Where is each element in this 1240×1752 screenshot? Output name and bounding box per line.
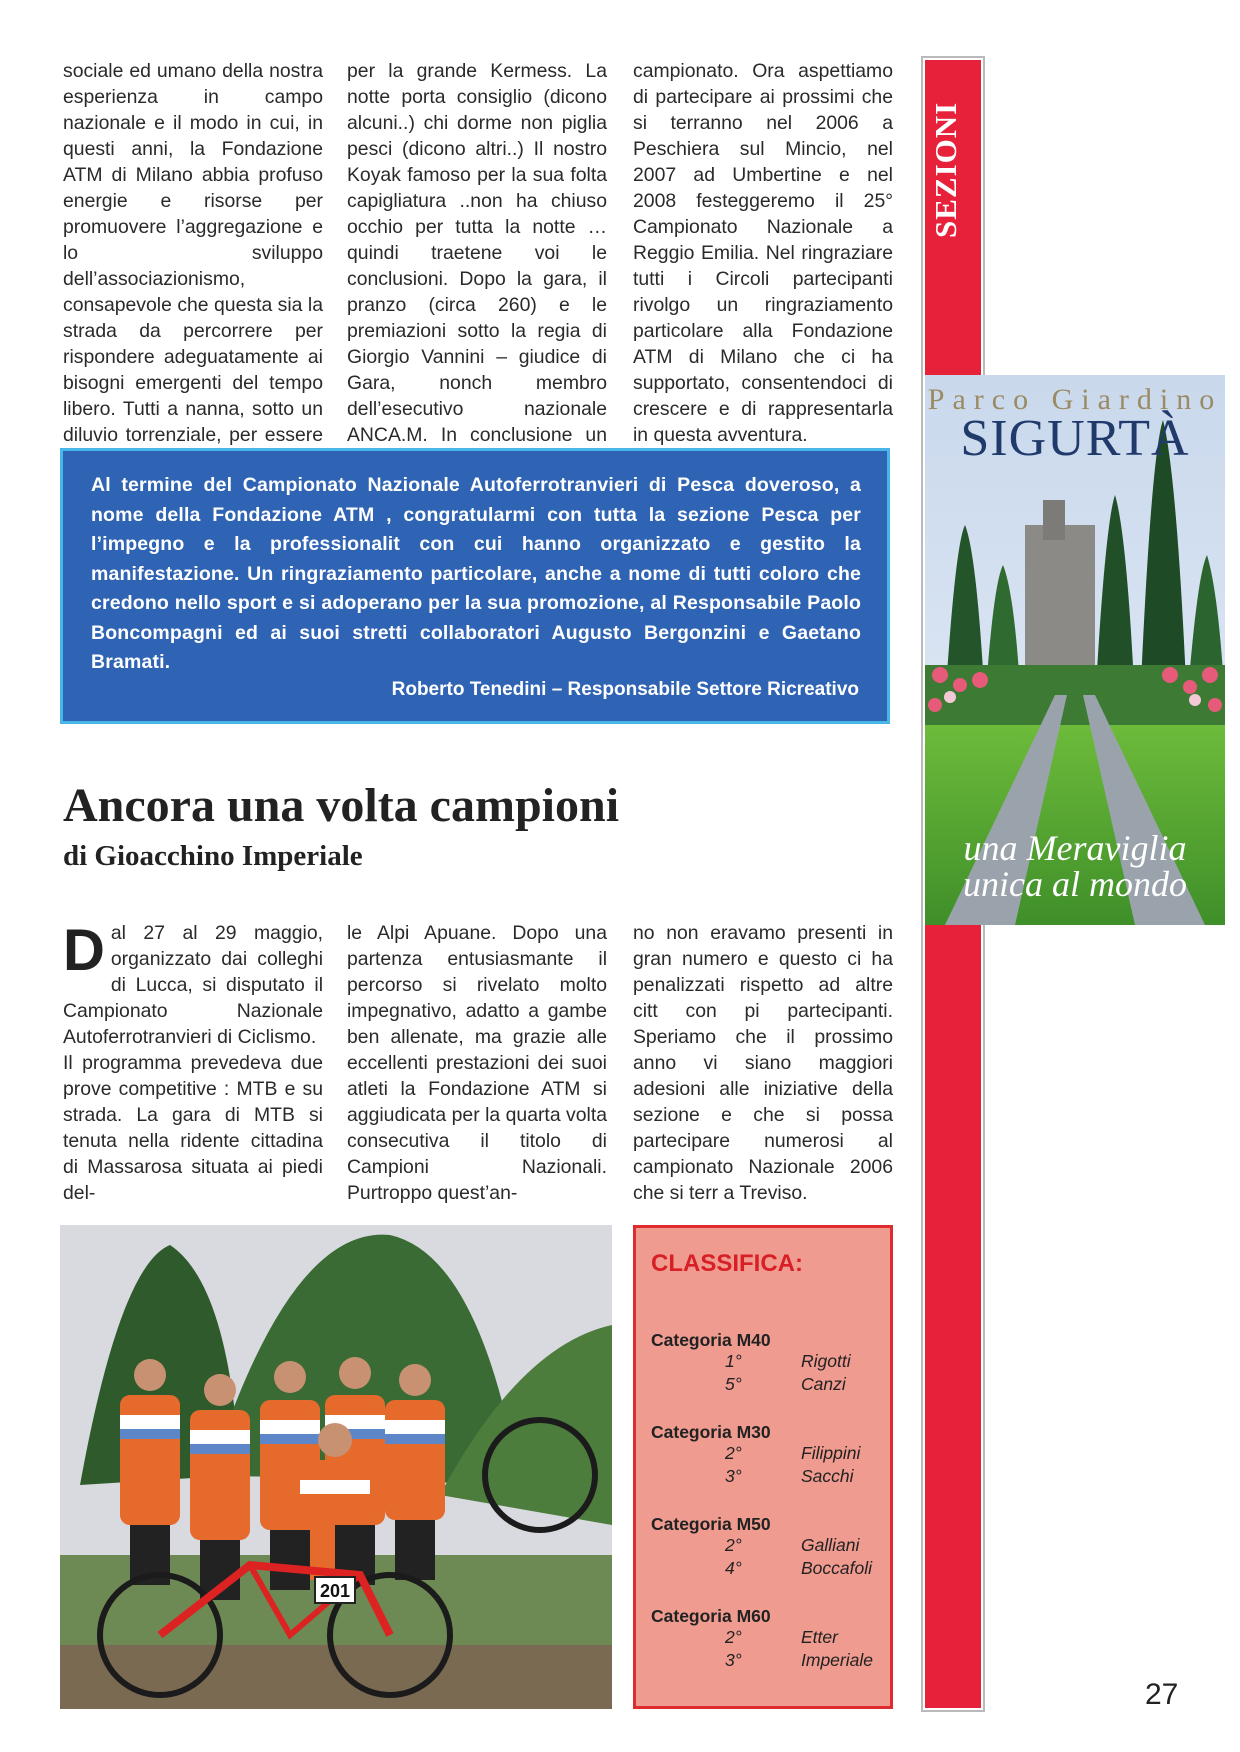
article-column-1-first-paragraph [63,920,323,1050]
ranking-position: 4° [725,1558,742,1578]
category-block [651,1514,881,1581]
classifica-title: CLASSIFICA: [651,1250,803,1277]
category-name: Categoria M50 [651,1514,771,1534]
sigurta-advert-tagline: una Meraviglia unica al mondo [963,828,1187,904]
section-label: SEZIONI [928,101,963,238]
top-column-1-text: sociale ed umano della nostra esperienza in campo nazionale e il modo in cui, in questi anni, la Fondazione ATM di Milano abbia profuso energie e risorse per promuovere l’aggregazione e lo sviluppo dell’associazionismo, consapevole che questa sia la strada da percorrere per rispondere adeguatamente ai bisogni emergenti del tempo libero. Tutti a nanna, sotto un diluvio torrenziale, per essere [63,60,323,446]
drop-cap: D [63,918,105,983]
ranking-row [651,1535,881,1558]
classifica-box [633,1225,893,1709]
ranking-position: 3° [725,1650,742,1670]
ranking-athlete: Filippini [801,1443,861,1463]
ranking-athlete: Sacchi [801,1466,854,1486]
ranking-row [651,1650,881,1673]
ranking-row [651,1374,881,1397]
ranking-row [651,1627,881,1650]
category-name: Categoria M60 [651,1606,771,1626]
ranking-athlete: Boccafoli [801,1558,873,1578]
ranking-athlete: Rigotti [801,1351,851,1371]
category-block [651,1330,881,1397]
top-column-2-text: per la grande Kermess. La notte porta consiglio (dicono alcuni..) chi dorme non piglia pesci (dicono altri..) Il nostro Koyak famoso per la sua folta capigliatura ..non ha chiuso occhio per tutta la notte … quindi traetene voi le conclusioni. Dopo la gara, il pranzo (circa 260) e le premiazioni sotto la regia di Giorgio Vannini – giudice di Gara, nonch membro dell’esecutivo nazionale ANCA.M. In conclusione un [347,60,607,446]
ranking-row [651,1466,881,1489]
top-column-1 [63,58,323,474]
ranking-row [651,1558,881,1581]
article-column-3 [633,920,893,1206]
cyclists-team-photo [60,1225,612,1709]
ranking-row [651,1443,881,1466]
category-block [651,1606,881,1673]
ranking-position: 2° [725,1627,742,1647]
ranking-athlete: Imperiale [801,1650,873,1670]
page-number: 27 [1145,1678,1179,1711]
sigurta-advert [925,375,1225,925]
article-byline: di Gioacchino Imperiale [63,840,363,872]
sigurta-advert-title: SIGURTÀ [960,410,1190,467]
category-name: Categoria M30 [651,1422,771,1442]
ranking-athlete: Canzi [801,1374,846,1394]
ranking-position: 5° [725,1374,742,1394]
sigurta-advert-subtitle: Parco Giardino [927,383,1223,416]
top-column-3-text: campionato. Ora aspettiamo di partecipare ai prossimi che si terranno nel 2006 a Peschiera sul Mincio, nel 2007 ad Umbertine e nel 2008 festeggeremo il 25° Campionato Nazionale a Reggio Emilia. Nel ringraziare tutti i Circoli partecipanti rivolgo un ringraziamento particolare alla Fondazione ATM di Milano che ci ha supportato, consentendoci di crescere e di rappresentarla in questa avventura. [633,60,893,446]
bib-number: 201 [319,1581,351,1601]
category-block [651,1422,881,1489]
article-column-1-second-text: Il programma prevedeva due prove competitive : MTB e su strada. La gara di MTB si tenuta nella ridente cittadina di Massarosa situata ai piedi del- [63,1052,323,1204]
ranking-position: 3° [725,1466,742,1486]
article-column-1 [63,920,323,1206]
cyclists-photo-image [60,1225,612,1709]
thanks-box [60,448,890,724]
article-column-3-text: no non eravamo presenti in gran numero e questo ci ha penalizzati rispetto ad altre citt con pi partecipanti. Speriamo che il prossimo anno vi siano maggiori adesioni alle iniziative della sezione e che si possa partecipare numerosi al campionato Nazionale 2006 che si terr a Treviso. [633,922,893,1204]
ranking-position: 2° [725,1535,742,1555]
top-column-2 [347,58,607,474]
article-title: Ancora una volta campioni [63,779,620,832]
thanks-box-text: Al termine del Campionato Nazionale Autoferrotranvieri di Pesca doveroso, a nome della Fondazione ATM , congratularmi con tutta la sezione Pesca per l’impegno e la professionalit con cui hanno organizzato e gestito la manifestazione. Un ringraziamento particolare, anche a nome di tutti coloro che credono nello sport e si adoperano per la sua promozione, al Responsabile Paolo Boncompagni ed ai suoi stretti collaboratori Augusto Bergonzini e Gaetano Bramati. [91,474,861,673]
thanks-box-signature: Roberto Tenedini – Responsabile Settore Ricreativo [391,679,859,700]
ranking-row [651,1351,881,1374]
ranking-position: 1° [725,1351,742,1371]
article-column-2-text: le Alpi Apuane. Dopo una partenza entusiasmante il percorso si rivelato molto impegnativo, adatto a gambe ben allenate, ma grazie alle eccellenti prestazioni dei suoi atleti la Fondazione ATM si aggiudicata per la quarta volta consecutiva il titolo di Campioni Nazionali. Purtroppo quest’an- [347,922,607,1204]
article-column-1-first-text: al 27 al 29 maggio, organizzato dai colleghi di Lucca, si disputato il Campionato Nazionale Autoferrotranvieri di Ciclismo. [63,922,323,1048]
ranking-athlete: Etter [801,1627,838,1647]
article-column-2 [347,920,607,1206]
top-column-3 [633,58,893,448]
ranking-position: 2° [725,1443,742,1463]
category-name: Categoria M40 [651,1330,771,1350]
ranking-athlete: Galliani [801,1535,860,1555]
